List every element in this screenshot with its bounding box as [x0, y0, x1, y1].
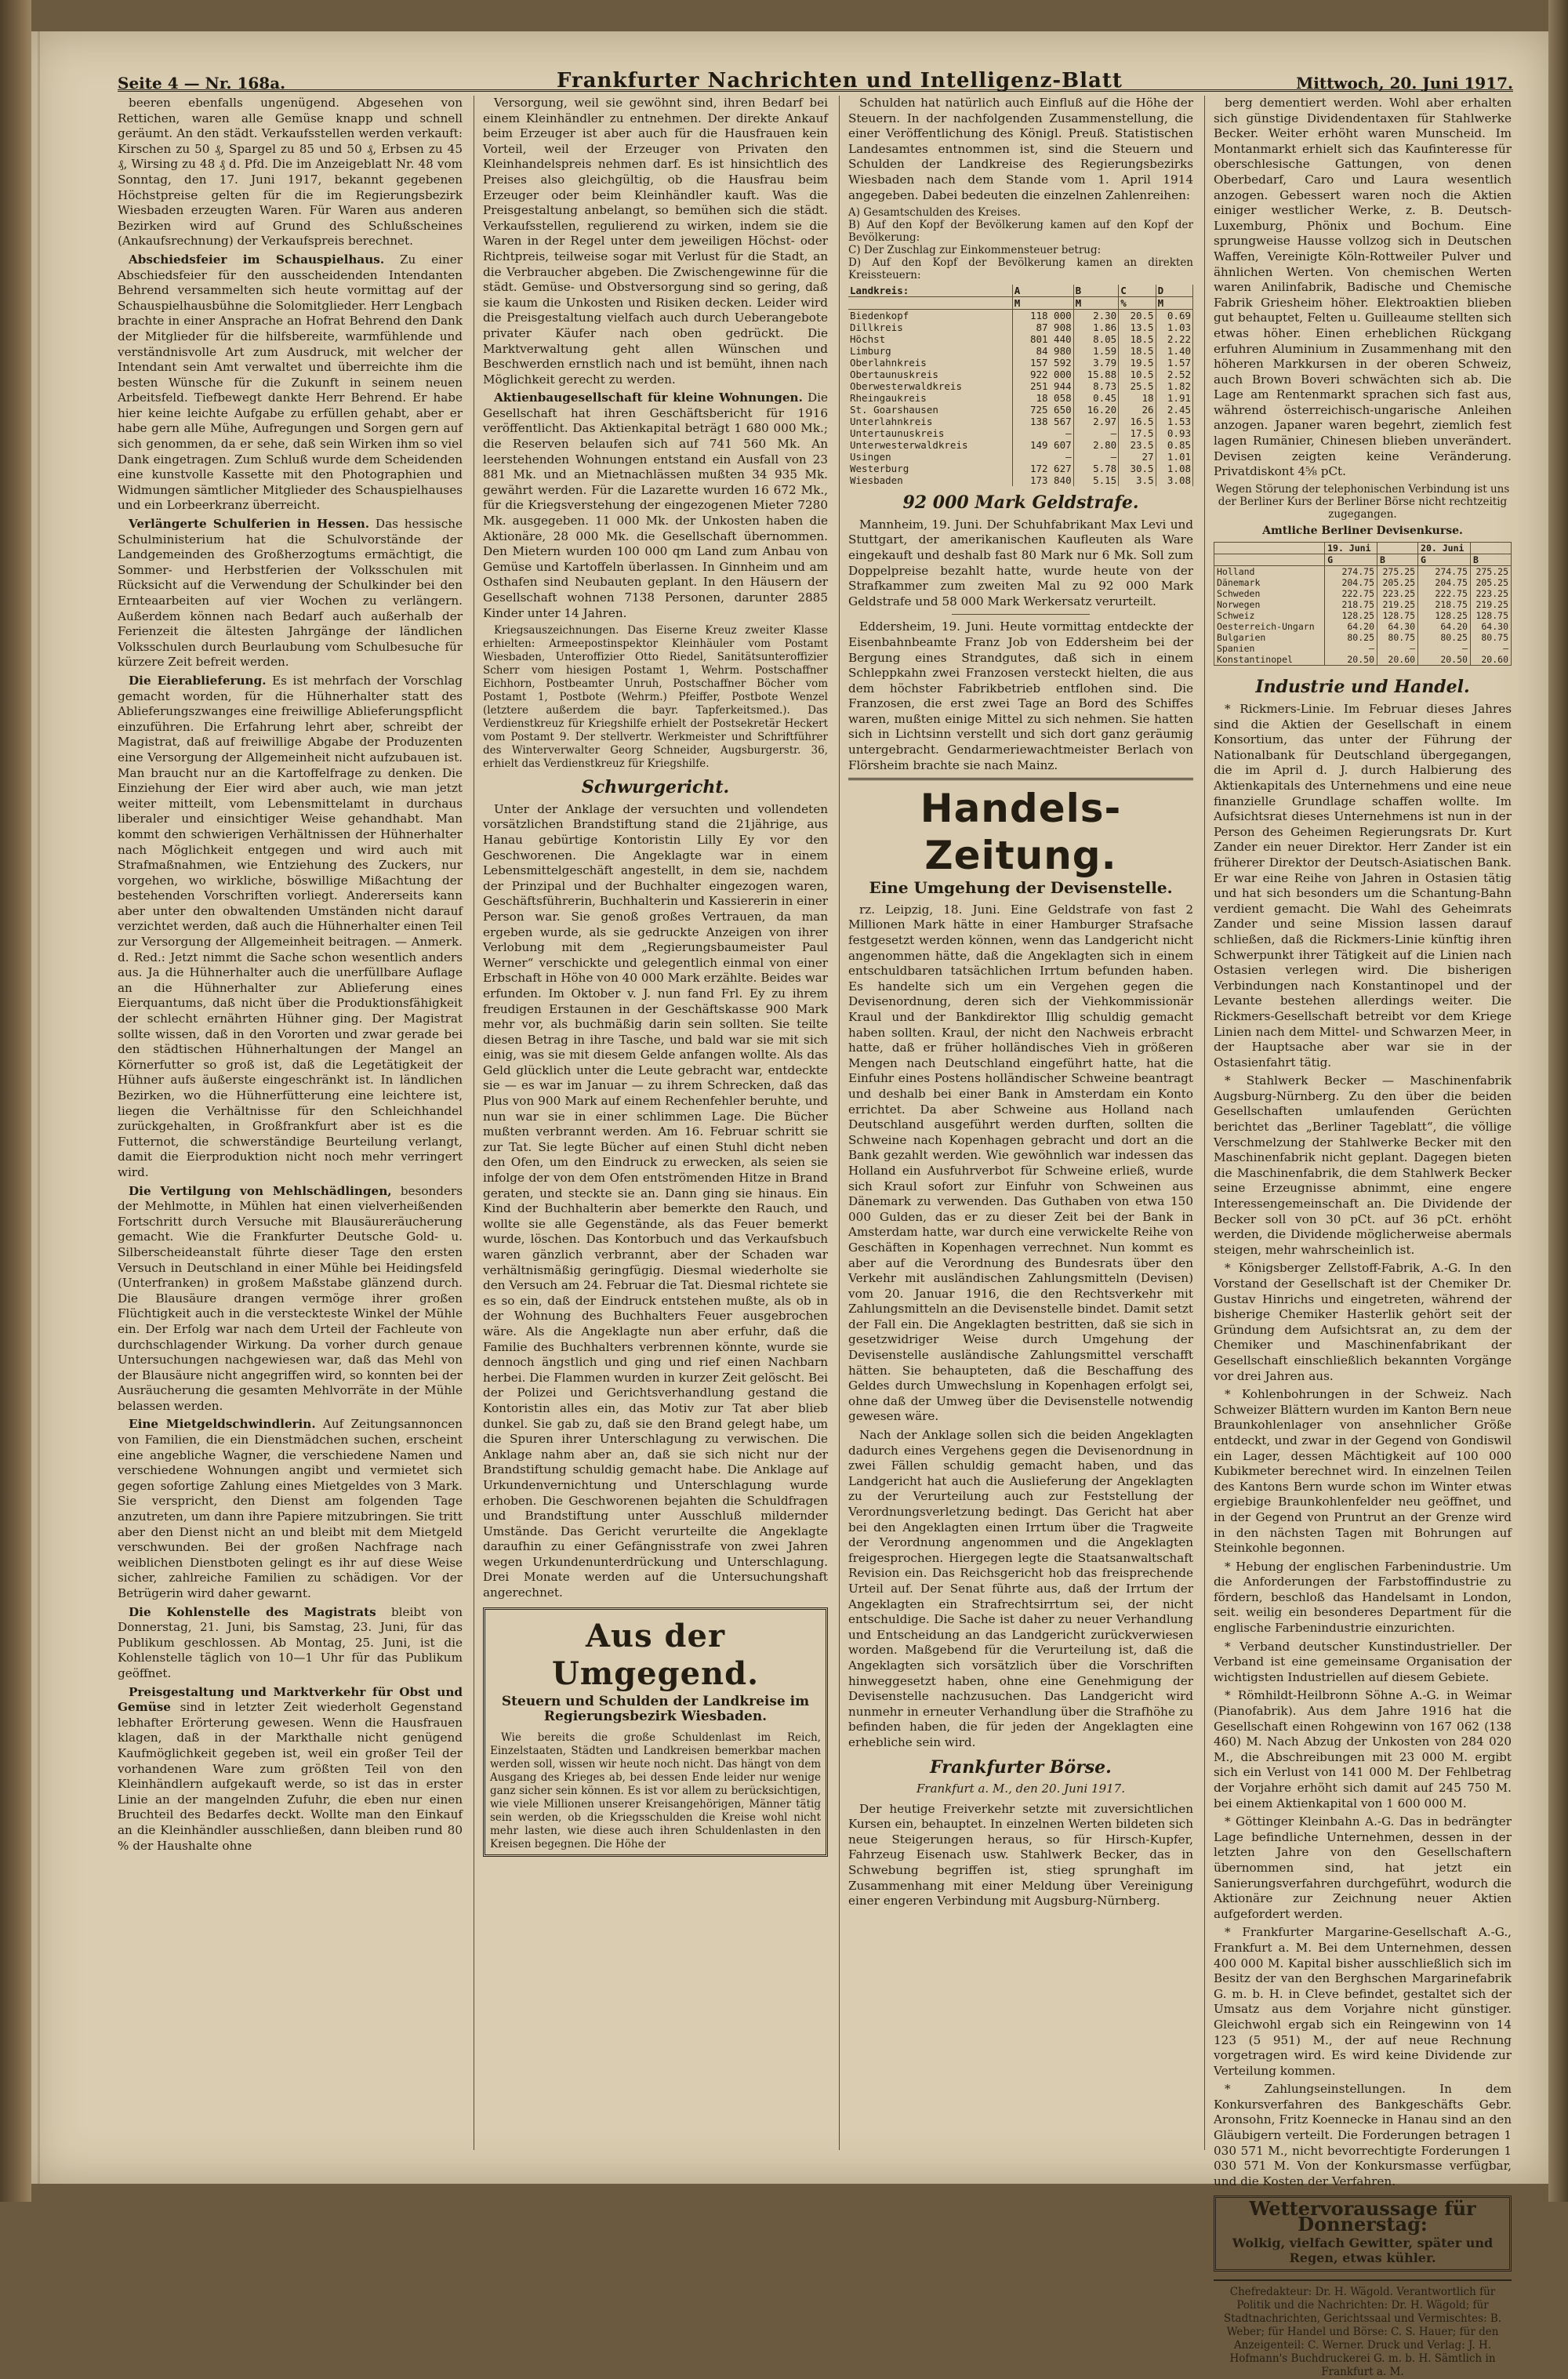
imprint: Chefredakteur: Dr. H. Wägold. Verantwortlich für Politik und die Nachrichten: Dr. H. Wägold; für Stadtnachrichten, Gerichtssaal und Vermischtes: B. Weber; für Handel und Börse: C. S. Hauer; für den Anzeigenteil: C. Werner. Druck und Verlag: J. H. Hofmann's Buchdruckerei G. m. b. H. Sämtlich in Frankfurt a. M. — [1214, 2279, 1512, 2379]
table-header: A — [1012, 285, 1073, 297]
table-cell: 1.01 — [1156, 451, 1192, 463]
table-cell: 205.25 — [1377, 577, 1418, 588]
section-heading: Frankfurter Börse. — [930, 1756, 1112, 1778]
table-cell: — — [1325, 643, 1377, 654]
section-heading: Aus der Umgegend. — [551, 1617, 760, 1692]
table-cell: — — [1073, 427, 1119, 439]
table-cell: 801 440 — [1012, 333, 1073, 345]
exchange-rate-table — [1214, 542, 1512, 666]
section-heading: Handels-Zeitung. — [920, 786, 1122, 879]
table-subheader: B — [1377, 554, 1418, 566]
table-cell: — — [1073, 451, 1119, 463]
table-cell: Biedenkopf — [848, 310, 1012, 322]
table-header: D — [1156, 285, 1192, 297]
article-paragraph: Aktienbaugesellschaft für kleine Wohnungen. Die Gesellschaft hat ihren Geschäftsbericht für 1916 veröffentlicht. Das Aktienkapital beträgt 1 680 000 Mk.; die Reserven belaufen sich auf 741 560 Mk. An leerstehenden Wohnungen entstand ein Ausfall von 23 881 Mk. und an Mietnachlässen mußten 34 935 Mk. gewährt werden. Für die Lazarette wurden 16 672 Mk., für die Kriegsverstehung der eingezogenen Mieter 7280 Mk. ausgegeben. 11 000 Mk. der Unkosten haben die Aktionäre, 28 000 Mk. die Gesellschaft übernommen. Den Mietern wurden 100 000 qm Land zum Anbau von Gemüse und Kartoffeln überlassen. In Ginnheim und am Osthafen sind Neubauten geplant. In den Häusern der Gesellschaft wohnen 7138 Personen, darunter 2885 Kinder unter 14 Jahren. — [483, 390, 828, 620]
table-cell: 20.50 — [1418, 654, 1471, 666]
section-title: Eine Mietgeldschwindlerin. — [129, 1417, 316, 1432]
table-row — [1214, 588, 1512, 599]
table-cell: 118 000 — [1012, 310, 1073, 322]
table-cell: Unterwesterwaldkreis — [848, 439, 1012, 451]
table-row — [848, 416, 1193, 427]
table-cell: 205.25 — [1470, 577, 1511, 588]
article-paragraph: berg dementiert werden. Wohl aber erhalten sich günstige Dividendentaxen für Stahlwerke Becker. Weiter erhöht waren Munscheid. Im Montanmarkt erhielt sich das Kaufinteresse für oberschlesische Gattungen, von denen Oberbedarf, Caro und Laura wesentlich anzogen. Gebessert waren noch die Aktien einiger westlicher Werke, z. B. Deutsch-Luxemburg, Phönix und Bochum. Eine sprungweise Hausse vollzog sich in Deutschen Waffen, Vereinigte Köln-Rottweiler Pulver und ähnlichen Werten. Von chemischen Werten waren Anilinfabrik, Badische und Chemische Fabrik Griesheim höher. Elektroaktien blieben gut behauptet, Felten u. Guilleaume stellten sich etwas höher. Einen erheblichen Rückgang erfuhren Aluminium in Zusammenhang mit den höheren Markkursen in der oberen Schweiz, auch Brown Boveri schwächten sich ab. Die Lage am Rentenmarkt sprachen sich fast aus, während österreichisch-ungarische Anleihen anzogen. Japaner waren begehrt, ziemlich fest lagen Rumänier, Chinesen blieben unverändert. Devisen zeigten keine Veränderung. Privatdiskont 4⅝ pCt. — [1214, 96, 1512, 479]
table-cell: 218.75 — [1418, 599, 1471, 610]
section-title: Abschiedsfeier im Schauspielhaus. — [129, 252, 385, 267]
table-row — [848, 451, 1193, 463]
table-cell: 64.30 — [1470, 621, 1511, 632]
table-cell: 3.08 — [1156, 474, 1192, 486]
article-paragraph: * Verband deutscher Kunstindustrieller. Der Verband ist eine gemeinsame Organisation der wichtigsten Industriellen auf diesem Gebiete. — [1214, 1639, 1512, 1684]
article-paragraph: * Hebung der englischen Farbenindustrie. Um die Anforderungen der Farbstoffindustrie zu fördern, beschloß das Handelsamt in London, seit. weilig ein besonderes Department für die englische Farbenindustrie einzurichten. — [1214, 1559, 1512, 1636]
article-paragraph: rz. Leipzig, 18. Juni. Eine Geldstrafe von fast 2 Millionen Mark hätte in einer Hamburger Strafsache festgesetzt werden können, wenn das Landgericht nicht angenommen hätte, daß die Angeklagten sich in einem entschuldbaren tatsächlichen Irrtum befunden haben. Es handelte sich um ein Vergehen gegen die Devisenordnung, deren sich der Viehkommissionär Kraul und der Bankdirektor Illig schuldig gemacht haben sollten. Kraul, der nicht den Nachweis erbracht hatte, daß er früher holländisches Vieh in größeren Mengen nach Deutschland eingeführt hatte, hat die Einfuhr eines Postens holländischer Schweine beantragt und deshalb bei einer Bank in Amsterdam ein Konto errichtet. Da aber Schweine aus Holland nach Deutschland ausgeführt werden durften, sollten die Schweine nach Kopenhagen gebracht und dort an die Bank gezahlt werden. Wie gewöhnlich war indessen das Holland ein Ausfuhrverbot für Schweine erließ, wurde sich Kraul sofort zur Einfuhr von Schweinen aus Dänemark zu verwenden. Das Guthaben von etwa 150 000 Gulden, das er zu dieser Zeit bei der Bank in Amsterdam hatte, war durch eine verwickelte Reihe von Geschäften in Kopenhagen verrechnet. Nun kommt es aber auf die Verordnung des Bundesrats über den Verkehr mit ausländischen Zahlungsmitteln (Devisen) vom 20. Januar 1916, die den Rechtsverkehr mit Zahlungsmitteln an die Devisenstelle bindet. Damit setzt der Fall ein. Die Angeklagten bestritten, daß sie sich in gesetzwidriger Weise durch Umgehung der Devisenstelle ausländische Zahlungsmittel verschafft hätten. Sie behaupteten, daß die Beschaffung des Geldes durch Umwechslung in Kopenhagen erfolgt sei, ohne daß der Umweg über die Devisenstelle notwendig gewesen wäre. — [848, 902, 1193, 1424]
section-heading: Schwurgericht. — [581, 777, 730, 798]
table-row — [848, 310, 1193, 322]
table-cell: 1.91 — [1156, 392, 1192, 404]
table-cell: 20.60 — [1470, 654, 1511, 666]
table-cell: 5.15 — [1073, 474, 1119, 486]
table-row — [848, 392, 1193, 404]
table-cell: 725 650 — [1012, 404, 1073, 416]
table-cell: 157 592 — [1012, 357, 1073, 369]
table-cell: 23.5 — [1119, 439, 1156, 451]
article-paragraph: * Stahlwerk Becker — Maschinenfabrik Augsburg-Nürnberg. Zu den über die beiden Gesellschaften umlaufenden Gerüchten berichtet das „Berliner Tageblatt“, die völlige Verschmelzung der Stahlwerke Becker mit den Maschinenfabrik nicht geplant. Dagegen bieten die Maschinenfabrik, die dem Stahlwerk Becker seine Erzeugnisse abnimmt, eine engere Interessengemeinschaft an. Die Dividende der Becker soll von 30 pCt. auf 36 pCt. erhöht werden, die Dividende möglicherweise abermals steigen, mehr wahrscheinlich ist. — [1214, 1073, 1512, 1257]
table-header — [1470, 543, 1511, 554]
table-cell: 1.57 — [1156, 357, 1192, 369]
table-cell: Unterlahnkreis — [848, 416, 1012, 427]
table-row — [848, 439, 1193, 451]
table-unit: M — [1073, 297, 1119, 310]
table-cell: 128.25 — [1325, 610, 1377, 621]
table-row — [1214, 621, 1512, 632]
table-subheader: G — [1325, 554, 1377, 566]
column-rule — [1204, 96, 1205, 2150]
table-cell: 2.52 — [1156, 369, 1192, 380]
book-spine — [0, 0, 31, 2202]
table-row — [848, 357, 1193, 369]
table-cell: Obertaunuskreis — [848, 369, 1012, 380]
table-cell: 18 058 — [1012, 392, 1073, 404]
table-cell: 3.5 — [1119, 474, 1156, 486]
article-paragraph: Versorgung, weil sie gewöhnt sind, ihren Bedarf bei einem Kleinhändler zu entnehmen. Der direkte Ankauf beim Erzeuger ist aber auch für die Hausfrauen kein Vorteil, weil der Erzeuger von Privaten den Kleinhandelspreis nehmen darf. Es ist hinsichtlich des Preises also gleichgültig, ob die Hausfrau beim Erzeuger oder beim Kleinhändler kauft. Was die Preisgestaltung anbelangt, so bemühen sich die städt. Verkaufsstellen, regulierend zu wirken, indem sie die Waren in der Regel unter dem jeweiligen Höchst- oder Richtpreis, teilweise sogar mit Verlust für die Stadt, an die Verbraucher abgeben. Die Zwischengewinne für die städt. Gemüse- und Obstversorgung sind so gering, daß sie kaum die Unkosten und Risiken decken. Leider wird die Preisgestaltung vielfach auch durch Ueberangebote privater Käufer nach oben gedrückt. Die Marktverwaltung geht allen Wünschen und Beschwerden ernstlich nach und ist bemüht, ihnen nach Möglichkeit gerecht zu werden. — [483, 96, 828, 387]
table-cell: Oesterreich-Ungarn — [1214, 621, 1325, 632]
table-cell: 173 840 — [1012, 474, 1073, 486]
table-cell: 13.5 — [1119, 321, 1156, 333]
table-cell: Norwegen — [1214, 599, 1325, 610]
table-cell: 80.75 — [1377, 632, 1418, 643]
table-cell: 84 980 — [1012, 345, 1073, 357]
section-title: Verlängerte Schulferien in Hessen. — [129, 517, 370, 532]
table-cell: 2.45 — [1156, 404, 1192, 416]
table-cell: 222.75 — [1418, 588, 1471, 599]
table-header — [1377, 543, 1418, 554]
article-paragraph: * Rickmers-Linie. Im Februar dieses Jahres sind die Aktien der Gesellschaft in einem Konsortium, das unter der Führung der Nationalbank für Deutschland übergegangen, die im April d. J. durch Halbierung des Aktienkapitals des Unternehmens und eine neue finanzielle Grundlage schaffen wollte. Im Aufsichtsrat dieses Unternehmens ist nun in der Person des Geheimen Regierungsrats Dr. Kurt Zander ein neuer Direktor. Herr Zander ist ein früherer Direktor der Deutsch-Asiatischen Bank. Er war eine Reihe von Jahren in Ostasien tätig und hat sich besonders um die Schantung-Bahn verdient gemacht. Die Wahl des Geheimrats Zander und seine Mission lassen darauf schließen, daß die Rickmers-Linie künftig ihren Schwerpunkt ihrer Tätigkeit auf die Linien nach Ostasien verlegen wird. Die bisherigen Verbindungen nach Konstantinopel und der Levante bestehen allerdings weiter. Die Rickmers-Gesellschaft betreibt vor dem Kriege Linien nach dem Mittel- und Schwarzen Meer, in der Hauptsache aber war sie in der Ostasienfahrt tätig. — [1214, 702, 1512, 1070]
table-cell: 87 908 — [1012, 321, 1073, 333]
table-cell: 80.25 — [1418, 632, 1471, 643]
page-fold-shadow — [38, 31, 40, 2184]
table-row — [1214, 566, 1512, 578]
table-cell: 219.25 — [1470, 599, 1511, 610]
table-cell: 274.75 — [1418, 566, 1471, 578]
article-paragraph: Der heutige Freiverkehr setzte mit zuversichtlichen Kursen ein, behauptet. In einzelnen Werten bildeten sich neue Steigerungen heraus, so für Hirsch-Kupfer, Fahrzeug Eisenach usw. Stahlwerk Becker, das in Schwebung begriffen ist, stieg sprunghaft im Zusammenhang mit einer Meldung über Vereinigung einer engeren Verbindung mit Augsburg-Nürnberg. — [848, 1801, 1193, 1909]
table-subheader: G — [1418, 554, 1471, 566]
section-title: Die Kohlenstelle des Magistrats — [129, 1604, 376, 1619]
article-paragraph: Eddersheim, 19. Juni. Heute vormittag entdeckte der Eisenbahnbeamte Franz Job von Eddersheim bei der Bergung eines Strandgutes, daß sich in einem Schleppkahn zwei Franzosen versteckt hielten, die aus dem höchster Fabrikbetrieb entflohen sind. Die Franzosen, die erst zwei Tage an Bord des Schiffes waren, mußten einige Mittel zu sich nehmen. Sie hatten sich in Lichtsinn verstellt und sich dort ganz geräumig untergebracht. Gendarmeriewachtmeister Berlach von Flörsheim brachte sie nach Mainz. — [848, 619, 1193, 772]
section-subheading: Eine Umgehung der Devisenstelle. — [869, 878, 1173, 898]
table-cell: 25.5 — [1119, 380, 1156, 392]
article-paragraph: * Frankfurter Margarine-Gesellschaft A.-G., Frankfurt a. M. Bei dem Unternehmen, dessen 400 000 M. Kapital bisher ausschließlich sich im Besitz der van den Berghschen Margarinefabrik G. m. b. H. in Cleve befindet, gestaltet sich der Umsatz aus dem Vorjahre nicht günstiger. Gleichwohl ergab sich ein Reingewinn von 14 123 (5 951) M., der auf neue Rechnung vorgetragen wird. Es wird keine Dividende zur Verteilung kommen. — [1214, 1925, 1512, 2078]
article-paragraph: Verlängerte Schulferien in Hessen. Das hessische Schulministerium hat die Schulvorstände der Landgemeinden des Großherzogtums ermächtigt, die Sommer- und Herbstferien der Volksschulen mit Rücksicht auf die Verwendung der Schulkinder bei den Ernteaarbeiten auf vier Wochen zu verlängern. Außerdem können nach Bedarf auch außerhalb der Ferienzeit die ältesten Jahrgänge der ländlichen Volksschulen durch Beurlaubung vom Schulbesuche für kürzere Zeit befreit werden. — [118, 517, 463, 670]
article-paragraph: Mannheim, 19. Juni. Der Schuhfabrikant Max Levi und Stuttgart, der amerikanischen Kaufleuten als Ware eingekauft und deshalb fast 80 Mark nur 6 Mk. Soll zum Doppelpreise bezahlt hatte, wurde heute von der Strafkammer zum zweiten Mal zu 92 000 Mark Geldstrafe und 58 000 Mark Werkersatz verurteilt. — [848, 517, 1193, 608]
table-cell: Oberlahnkreis — [848, 357, 1012, 369]
table-row — [848, 427, 1193, 439]
article-paragraph: * Königsberger Zellstoff-Fabrik, A.-G. In den Vorstand der Gesellschaft ist der Chemiker Dr. Gustav Hinrichs und eingetreten, während der bisherige Chemiker Hasterlik gehört seit der Gründung dem Aufsichtsrat an, zu dem der Chemiker und Maschinenfabrikant der Gesellschaft einschließlich bekannten Vorgänge vor drei Jahren aus. — [1214, 1261, 1512, 1383]
table-cell: 2.22 — [1156, 333, 1192, 345]
table-cell: 27 — [1119, 451, 1156, 463]
table-cell: 204.75 — [1325, 577, 1377, 588]
article-paragraph: * Göttinger Kleinbahn A.-G. Das in bedrängter Lage befindliche Unternehmen, dessen in der letzten Jahre von den Gesellschaftern übernommen sind, hat jetzt ein Sanierungsverfahren durchgeführt, wodurch die Aktionäre zur Zeichnung neuer Aktien aufgefordert werden. — [1214, 1814, 1512, 1921]
table-header: 19. Juni — [1325, 543, 1377, 554]
weather-title: Wettervoraussage für Donnerstag: — [1249, 2197, 1476, 2236]
table-cell: Limburg — [848, 345, 1012, 357]
column-3 — [848, 96, 1193, 2150]
article-paragraph: beeren ebenfalls ungenügend. Abgesehen von Rettichen, waren alle Gemüse knapp und schnell geräumt. An den städt. Verkaufsstellen werden verkauft: Kirschen zu 50 ₰, Spargel zu 85 und 50 ₰, Erbsen zu 45 ₰, Wirsing zu 48 ₰ d. Pfd. Die im Anzeigeblatt Nr. 48 vom Sonntag, den 17. Juni 1917, bekannt gegebenen Höchstpreise gelten für die im Regierungsbezirk Wiesbaden erzeugten Waren. Für Waren aus anderen Bezirken wird auf Grund des Schlußscheines (Ankaufsrechnung) der Verkaufspreis berechnet. — [118, 96, 463, 249]
table-cell: 0.69 — [1156, 310, 1192, 322]
table-cell: Höchst — [848, 333, 1012, 345]
table-cell: Spanien — [1214, 643, 1325, 654]
divider — [848, 778, 1193, 780]
table-cell: 0.45 — [1073, 392, 1119, 404]
newspaper-title: Frankfurter Nachrichten und Intelligenz-Blatt — [557, 69, 1123, 93]
article-paragraph: Die Kohlenstelle des Magistrats bleibt von Donnerstag, 21. Juni, bis Samstag, 23. Juni, für das Publikum geschlossen. Ab Montag, 25. Juni, ist die Kohlenstelle täglich von 10—1 Uhr für das Publikum geöffnet. — [118, 1604, 463, 1680]
table-cell: St. Goarshausen — [848, 404, 1012, 416]
article-paragraph: Unter der Anklage der versuchten und vollendeten vorsätzlichen Brandstiftung stand die 21jährige, aus Hanau gebürtige Kontoristin Lilly Ey vor den Geschworenen. Die Angeklagte war in einem Lebensmittelgeschäft angestellt, in dem sie, nachdem der Prinzipal und der Buchhalter eingezogen waren, Geschäftsführerin, Buchhalterin und Kassiererin in einer Person war. Sie genoß großes Vertrauen, da man ergeben wurde, als sie gedruckte Anzeigen von ihrer Verlobung mit dem „Regierungsbaumeister Paul Werner“ verschickte und gelegentlich einmal von einer Erbschaft in Höhe von 40 000 Mark erzählte. Beides war erfunden. Im Oktober v. J. nun fand Frl. Ey zu ihrem freudigen Erstaunen in der Geschäftskasse 900 Mark mehr vor, als buchmäßig darin sein sollten. Sie teilte diesen Betrag in ihre Tasche, und bald war sie mit sich einig, was sie mit diesem Gelde anfangen wollte. Als das Geld glücklich unter die Leute gebracht war, entdeckte sie — es war im Januar — zu ihrem Schrecken, daß das Plus von 900 Mark auf einem Rechenfehler beruhte, und nun war sie in einer schlimmen Lage. Die Bücher mußten verbrannt werden. Am 16. Februar schritt sie zur Tat. Sie legte Bücher auf einen Stuhl dicht neben den Ofen, um den Eindruck zu erwecken, als seien sie infolge der von dem Ofen entströmenden Hitze in Brand geraten, und steckte sie an. Dann ging sie hinaus. Ein Kind der Buchhalterin aber bemerkte den Rauch, und wollte sie alle Gegenstände, als das Feuer bemerkt wurde, löschen. Das Kontorbuch und das Verkaufsbuch waren gänzlich verbrannt, aber der Schaden war verhältnismäßig geringfügig. Diesmal wiederholte sie den Versuch am 24. Februar die Tat. Diesmal richtete sie es so ein, daß der Eindruck entstehen mußte, als ob in der Wohnung des Buchhalters Feuer ausgebrochen wäre. Als die Angeklagte nun aber erfuhr, daß die Familie des Buchhalters verbrennen könnte, wurde sie dennoch ängstlich und ging und rief einen Nachbarn herbei. Die Flammen wurden in kurzer Zeit gelöscht. Bei der Polizei und Gerichtsverhandlung gestand die Kontoristin alles ein, das Motiv zur Tat aber blieb dunkel. Sie gab zu, daß sie den Brand gelegt habe, um die Spuren ihrer Unterschlagung zu verwischen. Die Anklage nahm aber an, daß sie sich nicht nur der Brandstiftung schuldig gemacht habe. Die Anklage auf Urkundenvernichtung und Unterschlagung wurde erhoben. Die Geschworenen bejahten die Schuldfragen und Brandstiftung unter Ausschluß mildernder Umstände. Das Gericht verurteilte die Angeklagte daraufhin zu einer Gefängnisstrafe von zwei Jahren wegen Urkundenunterdrückung und Unterschlagung. Drei Monate werden auf die Untersuchungshaft angerechnet. — [483, 801, 828, 1600]
table-cell: 30.5 — [1119, 463, 1156, 474]
table-cell: 223.25 — [1470, 588, 1511, 599]
table-header: C — [1119, 285, 1156, 297]
table-cell: Konstantinopel — [1214, 654, 1325, 666]
table-header: 20. Juni — [1418, 543, 1471, 554]
table-row — [1214, 654, 1512, 666]
table-cell: 1.03 — [1156, 321, 1192, 333]
table-header: Landkreis: — [848, 285, 1012, 297]
table-cell: Westerburg — [848, 463, 1012, 474]
column-rule — [839, 96, 840, 2150]
table-row — [848, 333, 1193, 345]
article-paragraph: Eine Mietgeldschwindlerin. Auf Zeitungsannoncen von Familien, die ein Dienstmädchen suchen, erscheint eine angebliche Wagner, die verschiedene Namen und verschiedene Wohnungen angibt und vermietet sich gegen sofortige Zahlung eines Mietgeldes von 3 Mark. Sie verspricht, den Dienst am folgenden Tage anzutreten, um dann ihre Papiere mitzubringen. Sie tritt aber den Dienst nicht an und bleibt mit dem Mietgeld verschwunden. Bei der großen Nachfrage nach weiblichen Dienstboten gelingt es ihr auf diese Weise sicher, zahlreiche Familien zu schädigen. Vor der Betrügerin wird daher gewarnt. — [118, 1417, 463, 1600]
table-cell: 128.25 — [1418, 610, 1471, 621]
table-row — [848, 321, 1193, 333]
table-cell: 64.20 — [1325, 621, 1377, 632]
table-cell: Wiesbaden — [848, 474, 1012, 486]
article-paragraph: Die Vertilgung von Mehlschädlingen, besonders der Mehlmotte, in Mühlen hat einen vielverheißenden Fortschritt durch Versuche mit Blausäureräucherung gemacht. Wie die Frankfurter Deutsche Gold- u. Silberscheideanstalt führte dieser Tage den ersten Versuch in Deutschland in einer Mühle bei Heidingsfeld (Unterfranken) in großem Maßstabe glänzend durch. Die Blausäure drangen vermöge ihrer großen Flüchtigkeit auch in die versteckteste Winkel der Mühle ein. Der Erfolg war nach dem Urteil der Fachleute von durchschlagender Wirkung. Da vorher durch genaue Untersuchungen nachgewiesen war, daß das Mehl von der Blausäure nicht angegriffen wird, so konnten bei der Ausräucherung die gesamten Mehlvorräte in der Mühle belassen werden. — [118, 1183, 463, 1413]
issue-date: Mittwoch, 20. Juni 1917. — [1296, 74, 1513, 93]
table-cell: Dillkreis — [848, 321, 1012, 333]
weather-forecast-box — [1214, 2196, 1512, 2271]
article-paragraph: Nach der Anklage sollen sich die beiden Angeklagten dadurch eines Vergehens gegen die Devisenordnung in zwei Fällen schuldig gemacht haben, und das Landgericht hat auch die Auslieferung der Angeklagten zu der Verurteilung auch zur Feststellung der Verordnungsverletzung bedingt. Das Gericht hat aber bei den Angeklagten einen Irrtum über die Tragweite der Verordnung angenommen und die Angeklagten freigesprochen. Hiergegen legte die Staatsanwaltschaft Revision ein. Das Reichsgericht hob das freisprechende Urteil auf. Der Senat führte aus, daß der Irrtum der Angeklagten ein Strafrechtsirrtum sei, der nicht entschuldige. Die Sache ist daher zu neuer Verhandlung und Entscheidung an das Landgericht zurückverwiesen worden. Maßgebend für die Verurteilung ist, daß die Angeklagten sich vorsätzlich über die Vorschriften hinweggesetzt haben, ohne eine Genehmigung der Devisenstelle nachzusuchen. Das Landgericht wird nunmehr in erneuter Verhandlung über die Strafhöhe zu befinden haben, die für jeden der Angeklagten eine erhebliche sein wird. — [848, 1428, 1193, 1749]
table-row — [1214, 599, 1512, 610]
table-subheader: B — [1470, 554, 1511, 566]
table-cell: 10.5 — [1119, 369, 1156, 380]
table-row — [1214, 632, 1512, 643]
table-cell: 18 — [1119, 392, 1156, 404]
table-cell: 222.75 — [1325, 588, 1377, 599]
table-cell: 18.5 — [1119, 333, 1156, 345]
table-unit: M — [1012, 297, 1073, 310]
table-cell: 128.75 — [1377, 610, 1418, 621]
table-cell: Oberwesterwaldkreis — [848, 380, 1012, 392]
table-cell: 18.5 — [1119, 345, 1156, 357]
section-title: Aktienbaugesellschaft für kleine Wohnungen. — [494, 390, 803, 405]
table-cell: 16.5 — [1119, 416, 1156, 427]
table-row — [848, 463, 1193, 474]
table-cell: 1.08 — [1156, 463, 1192, 474]
table-cell: 1.82 — [1156, 380, 1192, 392]
section-title: Die Eierablieferung. — [129, 673, 267, 688]
table-cell: 138 567 — [1012, 416, 1073, 427]
table-cell: 128.75 — [1470, 610, 1511, 621]
table-cell: — — [1012, 427, 1073, 439]
column-4 — [1214, 96, 1512, 2378]
table-cell: — — [1418, 643, 1471, 654]
column-1 — [118, 96, 463, 2150]
table-unit — [848, 297, 1012, 310]
page-edge — [1548, 0, 1568, 2202]
table-cell: 64.30 — [1377, 621, 1418, 632]
article-paragraph: Schulden hat natürlich auch Einfluß auf die Höhe der Steuern. In der nachfolgenden Zusammenstellung, die einer Veröffentlichung des Königl. Preuß. Statistischen Landesamtes entnommen ist, sind die Steuern und Schulden der Landkreise des Regierungsbezirks Wiesbaden nach dem Stande vom 1. April 1914 angegeben. Dabei bedeuten die einzelnen Zahlenreihen: — [848, 96, 1193, 202]
table-cell: 20.60 — [1377, 654, 1418, 666]
district-debt-table — [848, 285, 1193, 486]
table-cell: — — [1470, 643, 1511, 654]
table-cell: Schweiz — [1214, 610, 1325, 621]
table-unit: M — [1156, 297, 1192, 310]
table-cell: 2.30 — [1073, 310, 1119, 322]
table-cell: — — [1377, 643, 1418, 654]
table-cell: 204.75 — [1418, 577, 1471, 588]
table-cell: Bulgarien — [1214, 632, 1325, 643]
table-row — [1214, 643, 1512, 654]
table-title: Amtliche Berliner Devisenkurse. — [1262, 524, 1463, 537]
table-cell: 149 607 — [1012, 439, 1073, 451]
table-row — [848, 404, 1193, 416]
table-cell: 1.59 — [1073, 345, 1119, 357]
section-subheading: Steuern und Schulden der Landkreise im Regierungsbezirk Wiesbaden. — [501, 1693, 810, 1725]
table-cell: 26 — [1119, 404, 1156, 416]
dateline: Frankfurt a. M., den 20. Juni 1917. — [916, 1782, 1125, 1796]
table-cell: 2.80 — [1073, 439, 1119, 451]
table-cell: Usingen — [848, 451, 1012, 463]
table-cell: 0.93 — [1156, 427, 1192, 439]
table-subheader — [1214, 554, 1325, 566]
table-cell: 8.73 — [1073, 380, 1119, 392]
table-cell: 0.85 — [1156, 439, 1192, 451]
article-paragraph: * Römhildt-Heilbronn Söhne A.-G. in Weimar (Pianofabrik). Aus dem Jahre 1916 hat die Gesellschaft einen Rohgewinn von 167 062 (138 460) M. Nach Abzug der Unkosten von 284 020 M., die Abschreibungen mit 23 000 M. ergibt sich ein Verlust von 141 000 M. Der Fehlbetrag der Vorjahre erhöht sich damit auf 245 750 M. bei einem Aktienkapital von 1 600 000 M. — [1214, 1688, 1512, 1811]
table-cell: 64.20 — [1418, 621, 1471, 632]
table-row — [1214, 577, 1512, 588]
table-cell: 219.25 — [1377, 599, 1418, 610]
table-row — [848, 369, 1193, 380]
table-cell: 19.5 — [1119, 357, 1156, 369]
table-row — [848, 345, 1193, 357]
table-cell: 1.53 — [1156, 416, 1192, 427]
table-cell: 16.20 — [1073, 404, 1119, 416]
table-cell: Untertaunuskreis — [848, 427, 1012, 439]
table-cell: 20.5 — [1119, 310, 1156, 322]
divider — [952, 614, 1090, 615]
table-cell: 8.05 — [1073, 333, 1119, 345]
table-header — [1214, 543, 1325, 554]
section-title: Die Vertilgung von Mehlschädlingen, — [129, 1183, 392, 1198]
table-cell: 15.88 — [1073, 369, 1119, 380]
table-cell: 1.86 — [1073, 321, 1119, 333]
section-heading: Industrie und Handel. — [1255, 677, 1470, 698]
table-cell: 275.25 — [1470, 566, 1511, 578]
table-cell: 172 627 — [1012, 463, 1073, 474]
table-cell: 20.50 — [1325, 654, 1377, 666]
notice: Wegen Störung der telephonischen Verbindung ist uns der Berliner Kurs der Berliner Börse nicht rechtzeitig zugegangen. — [1215, 482, 1510, 521]
page-number: Seite 4 — Nr. 168a. — [118, 74, 286, 93]
table-row — [1214, 610, 1512, 621]
table-cell: 80.25 — [1325, 632, 1377, 643]
masthead — [118, 45, 1513, 92]
table-cell: Schweden — [1214, 588, 1325, 599]
table-cell: Dänemark — [1214, 577, 1325, 588]
table-cell: 274.75 — [1325, 566, 1377, 578]
table-cell: 251 944 — [1012, 380, 1073, 392]
table-cell: Holland — [1214, 566, 1325, 578]
section-heading: 92 000 Mark Geldstrafe. — [902, 492, 1139, 514]
table-cell: 5.78 — [1073, 463, 1119, 474]
table-row — [848, 474, 1193, 486]
table-cell: 922 000 — [1012, 369, 1073, 380]
table-cell: 2.97 — [1073, 416, 1119, 427]
table-cell: — — [1012, 451, 1073, 463]
article-paragraph: Die Eierablieferung. Es ist mehrfach der Vorschlag gemacht worden, für die Hühnerhalter statt des Ablieferungszwanges eine freiwillige Ablieferungspflicht einzuführen. Die Erfahrung lehrt aber, schreibt der Magistrat, daß auf freiwillige Abgabe der Produzenten eine Versorgung der Allgemeinheit nicht aufzubauen ist. Man braucht nur an die Kartoffelfrage zu denken. Die Einziehung der Eier wird aber auch, wie man jetzt weiter mitteilt, vom Lebensmittelamt in durchaus liberaler und einsichtiger Weise gehandhabt. Man kommt den schwierigen Verhältnissen der Hühnerhalter nach Möglichkeit entgegen und wird auch mit Strafmaßnahmen, wie Entziehung des Zuckers, nur vorgehen, wo wirkliche, böswillige Mißachtung der bestehenden Vorschriften vorliegt. Andererseits kann aber unter den obwaltenden Umständen nicht darauf verzichtet werden, daß auch die Hühnerhalter einen Teil zur Versorgung der Allgemeinheit beitragen. — Anmerk. d. Red.: Jetzt nimmt die Sache schon wesentlich anders aus. Ja die Hühnerhalter auch die unerfüllbare Auflage an die Hühnerhalter zur Ablieferung eines Eierquantums, daß nicht über die Produktionsfähigkeit der schlecht ernährten Hühner ging. Der Magistrat sollte wissen, daß in den Vororten und zwar gerade bei den städtischen Hühnerhaltungen der Mangel an Körnerfutter so groß ist, daß die Legetätigkeit der Hühner aufs äußerste eingeschränkt ist. In ländlichen Bezirken, wo die Hühnerfütterung eine leichtere ist, liegen die Verhältnisse für den Schleichhandel zurückgehalten, in Großfrankfurt aber ist es die Futternot, die schwerständige Beurteilung verlangt, damit die Eierproduktion nicht noch mehr verringert wird. — [118, 673, 463, 1179]
section-title: Preisgestaltung und Marktverkehr für Obst und Gemüse — [118, 1684, 463, 1715]
article-paragraph: * Kohlenbohrungen in der Schweiz. Nach Schweizer Blättern wurden im Kanton Bern neue Braunkohlenlager von ansehnlicher Größe entdeckt, und zwar in der Gegend von Gondiswil ein Lager, dessen Mächtigkeit auf 100 000 Kubikmeter berechnet wird. In einzelnen Teilen des Kantons Bern wurde schon im Winter etwas ergiebige Braunkohlenfelder neu geöffnet, und in der Gegend von Pruntrut an der Grenze wird in den nächsten Tagen mit Bohrungen auf Steinkohle begonnen. — [1214, 1387, 1512, 1556]
regional-box — [483, 1607, 828, 1857]
table-cell: 275.25 — [1377, 566, 1418, 578]
article-paragraph: * Zahlungseinstellungen. In dem Konkursverfahren des Bankgeschäfts Gebr. Aronsohn, Fritz Koennecke in Hanau sind an den Gläubigern verteilt. Die Forderungen betragen 1 030 571 M., nicht bevorrechtigte Forderungen 1 030 571 M. Von der Konkursmasse verfügbar, und die Kosten der Verfahren. — [1214, 2082, 1512, 2188]
table-cell: 223.25 — [1377, 588, 1418, 599]
article-paragraph: Preisgestaltung und Marktverkehr für Obst und Gemüse sind in letzter Zeit wiederholt Gegenstand lebhafter Erörterung gewesen. Wenn die Hausfrauen klagen, daß in der Markthalle nicht genügend Kaufmöglichkeit gegeben ist, weil ein großer Teil der vorhandenen Ware zum größten Teil von den Kleinhändlern aufgekauft werde, so ist das in erster Linie an der mangelnden Zufuhr, die eben nur einen Bruchteil des Bedarfes deckt. Wollte man den Einkauf an die Kleinhändler ausschließen, dann bleiben rund 80 % der Haushalte ohne — [118, 1684, 463, 1853]
table-cell: 17.5 — [1119, 427, 1156, 439]
table-cell: 3.79 — [1073, 357, 1119, 369]
table-legend: A) Gesamtschulden des Kreises. B) Auf den Kopf der Bevölkerung kamen auf den Kopf der Bevölkerung: C) Der Zuschlag zur Einkommensteuer betrug: D) Auf den Kopf der Bevölkerung kamen an direkten Kreissteuern: — [848, 206, 1193, 282]
table-unit: % — [1119, 297, 1156, 310]
article-paragraph: Wie bereits die große Schuldenlast im Reich, Einzelstaaten, Städten und Landkreisen bemerkbar machen werden soll, wissen wir heute noch nicht. Das hängt von dem Ausgang des Krieges ab, bei dessen Ende leider nur wenige ganz sicher sein können. Es ist vor allem zu berücksichtigen, wie viele Millionen unserer Kreisangehörigen, Männer tätig sein werden, ob die Kriegsschulden die Kreise wohl nicht mehr lasten, wie diese auch ihren Schuldenlasten in den Kreisen begegnen. Die Höhe der — [490, 1731, 821, 1851]
table-cell: 80.75 — [1470, 632, 1511, 643]
column-2 — [483, 96, 828, 2150]
table-row — [848, 380, 1193, 392]
article-paragraph: Abschiedsfeier im Schauspielhaus. Zu einer Abschiedsfeier für den ausscheidenden Intendanten Behrend versammelten sich heute vormittag auf der Schauspielhausbühne die Solomitglieder. Herr Lengbach brachte in einer Ansprache an Hofrat Behrend den Dank der Mitglieder für die hilfsbereite, warmfühlende und verständnisvolle Art zum Ausdruck, mit welcher der Intendant sein Amt verwaltet und überreichte ihm die besten Wünsche für die Zukunft in seinem neuen Arbeitsfeld. Tiefbewegt dankte Herr Behrend. Er habe hier keine leichte Aufgabe zu erfüllen gehabt, aber er habe gern alle Mühe, Aufregungen und Sorgen gern auf sich genommen, da er sehe, daß sein Wirken ihm so viel Dank eingetragen. Zum Schluß wurde dem Scheidenden eine kunstvolle Kassette mit den Photographien und Widmungen sämtlicher Mitglieder des Schauspielhauses und ein Lorbeerkranz überreicht. — [118, 252, 463, 513]
table-cell: 1.40 — [1156, 345, 1192, 357]
table-cell: 218.75 — [1325, 599, 1377, 610]
table-cell: Rheingaukreis — [848, 392, 1012, 404]
article-paragraph: Kriegsauszeichnungen. Das Eiserne Kreuz zweiter Klasse erhielten: Armeepostinspektor Kleinhäuler vom Postamt Wiesbaden, Unteroffizier Otto Riedel, Sanitätsunteroffizier Scherr vom hiesigen Postamt 1, Wehrm. Postschaffner Eichhorn, Postbeamter Unruh, Postschaffner Böcher vom Postamt 1, Postbote (Wehrm.) Pfeiffer, Postbote Wenzel (letztere außerdem die bayr. Tapferkeitsmed.). Das Verdienstkreuz für Kriegshilfe erhielt der Postsekretär Heckert vom Postamt 9. Der stellvertr. Werkmeister und Schriftführer des Winterverwalter Georg Schneider, Augsburgerstr. 36, erhielt das Verdienstkreuz für Kriegshilfe. — [483, 624, 828, 771]
weather-text: Wolkig, vielfach Gewitter, später und Regen, etwas kühler. — [1232, 2235, 1494, 2266]
table-header: B — [1073, 285, 1119, 297]
